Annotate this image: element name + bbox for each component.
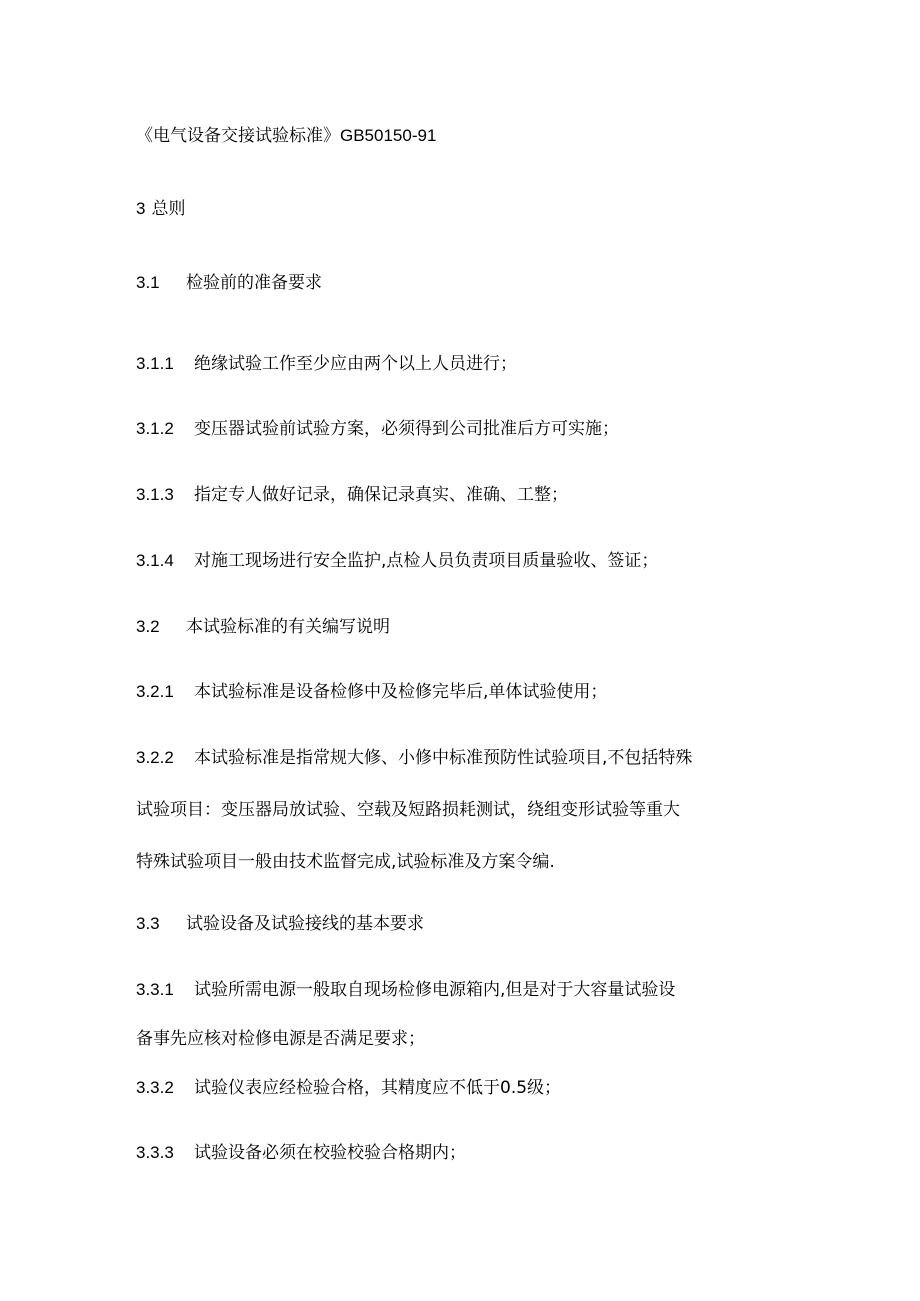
- clause-text: 试验设备必须在校验校验合格期内；: [194, 1143, 466, 1163]
- clause-3-3-2: [136, 1076, 561, 1100]
- clause-number: 3.1.2: [136, 419, 174, 438]
- clause-number: 3.3.3: [136, 1143, 174, 1162]
- section-3-1: [136, 271, 322, 295]
- clause-text: 试验所需电源一般取自现场检修电源箱内,但是对于大容量试验设: [194, 980, 676, 1000]
- clause-3-1-3: [136, 483, 568, 507]
- clause-text: 本试验标准是设备检修中及检修完毕后,单体试验使用；: [194, 682, 608, 702]
- section-title: 本试验标准的有关编写说明: [186, 617, 390, 637]
- clause-text: 本试验标准是指常规大修、小修中标准预防性试验项目,不包括特殊: [194, 748, 693, 768]
- clause-3-2-1: [136, 680, 607, 704]
- section-3-2: [136, 615, 390, 639]
- clause-text: 特殊试验项目一般由技术监督完成,试验标准及方案令编.: [136, 852, 555, 872]
- clause-text: 试验仪表应经检验合格，其精度应不低于0.5级；: [194, 1078, 562, 1098]
- clause-3-3-1-cont: [136, 1027, 425, 1051]
- chapter-heading: [136, 197, 185, 221]
- clause-3-2-2-cont-2: [136, 850, 555, 874]
- chapter-title: 总则: [151, 199, 186, 219]
- clause-number: 3.1.1: [136, 354, 174, 373]
- section-number: 3.3: [136, 914, 160, 933]
- section-title: 试验设备及试验接线的基本要求: [186, 914, 424, 934]
- document-title: [136, 124, 436, 148]
- clause-3-1-2: [136, 417, 619, 441]
- section-title: 检验前的准备要求: [186, 273, 322, 293]
- section-3-3: [136, 912, 424, 936]
- title-text: 《电气设备交接试验标准》: [136, 126, 340, 146]
- clause-text: 对施工现场进行安全监护,点检人员负责项目质量验收、签证；: [194, 551, 659, 571]
- clause-text: 指定专人做好记录，确保记录真实、准确、工整；: [194, 485, 568, 505]
- clause-number: 3.2.1: [136, 682, 174, 701]
- chapter-number: 3: [136, 199, 146, 218]
- clause-3-3-1: [136, 978, 675, 1002]
- clause-3-3-3: [136, 1141, 466, 1165]
- title-code: GB50150-91: [340, 126, 437, 145]
- clause-3-2-2-cont-1: [136, 798, 680, 822]
- clause-3-2-2: [136, 746, 692, 770]
- clause-text: 试验项目：变压器局放试验、空载及短路损耗测试，绕组变形试验等重大: [136, 800, 680, 820]
- clause-3-1-4: [136, 549, 658, 573]
- clause-number: 3.3.2: [136, 1078, 174, 1097]
- section-number: 3.2: [136, 617, 160, 636]
- clause-number: 3.2.2: [136, 748, 174, 767]
- clause-3-1-1: [136, 352, 517, 376]
- clause-number: 3.1.3: [136, 485, 174, 504]
- clause-text: 备事先应核对检修电源是否满足要求；: [136, 1029, 425, 1049]
- section-number: 3.1: [136, 273, 160, 292]
- clause-number: 3.1.4: [136, 551, 174, 570]
- clause-text: 变压器试验前试验方案，必须得到公司批准后方可实施；: [194, 419, 619, 439]
- clause-text: 绝缘试验工作至少应由两个以上人员进行；: [194, 354, 517, 374]
- clause-number: 3.3.1: [136, 980, 174, 999]
